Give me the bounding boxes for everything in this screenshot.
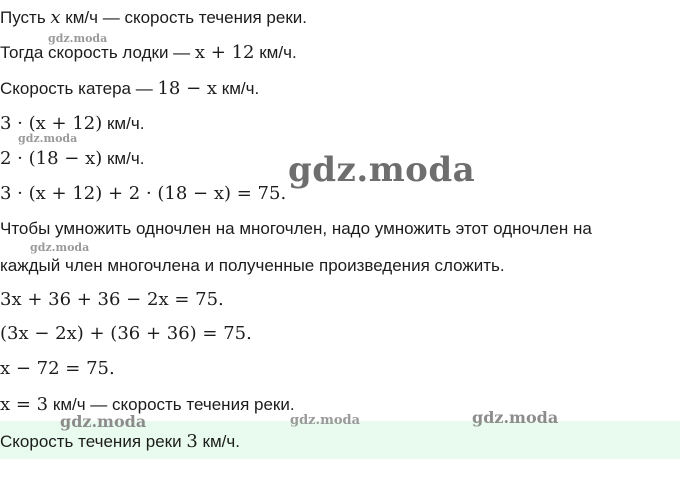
text: Пусть (0, 8, 46, 27)
watermark: gdz.moda (48, 32, 108, 45)
text: км/ч — скорость течения реки. (65, 8, 307, 27)
line-rule-1 (0, 218, 592, 240)
line-result (0, 394, 295, 416)
math-equation: 3x + 36 + 36 − 2x = 75. (0, 289, 224, 310)
text: Скорость течения реки (0, 432, 182, 451)
watermark: gdz.moda (60, 412, 147, 431)
line-equation (0, 183, 286, 205)
text: км/ч. (259, 43, 297, 62)
text: Скорость катера — (0, 79, 153, 98)
math-var: x (50, 7, 61, 28)
line-step-2 (0, 323, 252, 345)
line-cutter-speed (0, 78, 259, 100)
watermark: gdz.moda (18, 132, 78, 145)
text: Тогда скорость лодки — (0, 43, 191, 62)
text: км/ч — скорость течения реки. (52, 395, 295, 414)
math-expr: x + 12 (194, 42, 255, 63)
text: км/ч. (106, 149, 145, 168)
math-expr: 3 · (x + 12) (0, 113, 103, 134)
line-step-1 (0, 289, 224, 311)
math-expr: 3 (186, 431, 198, 452)
line-boat-speed (0, 42, 297, 64)
math-equation: (3x − 2x) + (36 + 36) = 75. (0, 323, 252, 344)
line-rule-2 (0, 255, 505, 277)
math-equation: x = 3 (0, 394, 49, 415)
line-expression-2 (0, 148, 144, 170)
text: км/ч. (106, 114, 145, 133)
math-equation: 3 · (x + 12) + 2 · (18 − x) = 75. (0, 183, 287, 204)
watermark: gdz.moda (290, 413, 361, 428)
watermark: gdz.moda (472, 408, 559, 427)
text: каждый член многочлена и полученные произведения сложить. (0, 256, 505, 275)
text: км/ч. (221, 79, 260, 98)
watermark-large: gdz.moda (288, 150, 476, 190)
math-expr: 2 · (18 − x) (0, 148, 103, 169)
line-step-3 (0, 358, 115, 380)
line-answer (0, 431, 240, 453)
math-equation: x − 72 = 75. (0, 358, 115, 379)
math-expr: 18 − x (157, 78, 218, 99)
line-speed-definition (0, 7, 307, 29)
text: Чтобы умножить одночлен на многочлен, надо умножить этот одночлен на (0, 219, 592, 238)
watermark: gdz.moda (30, 241, 90, 254)
text: км/ч. (202, 432, 240, 451)
